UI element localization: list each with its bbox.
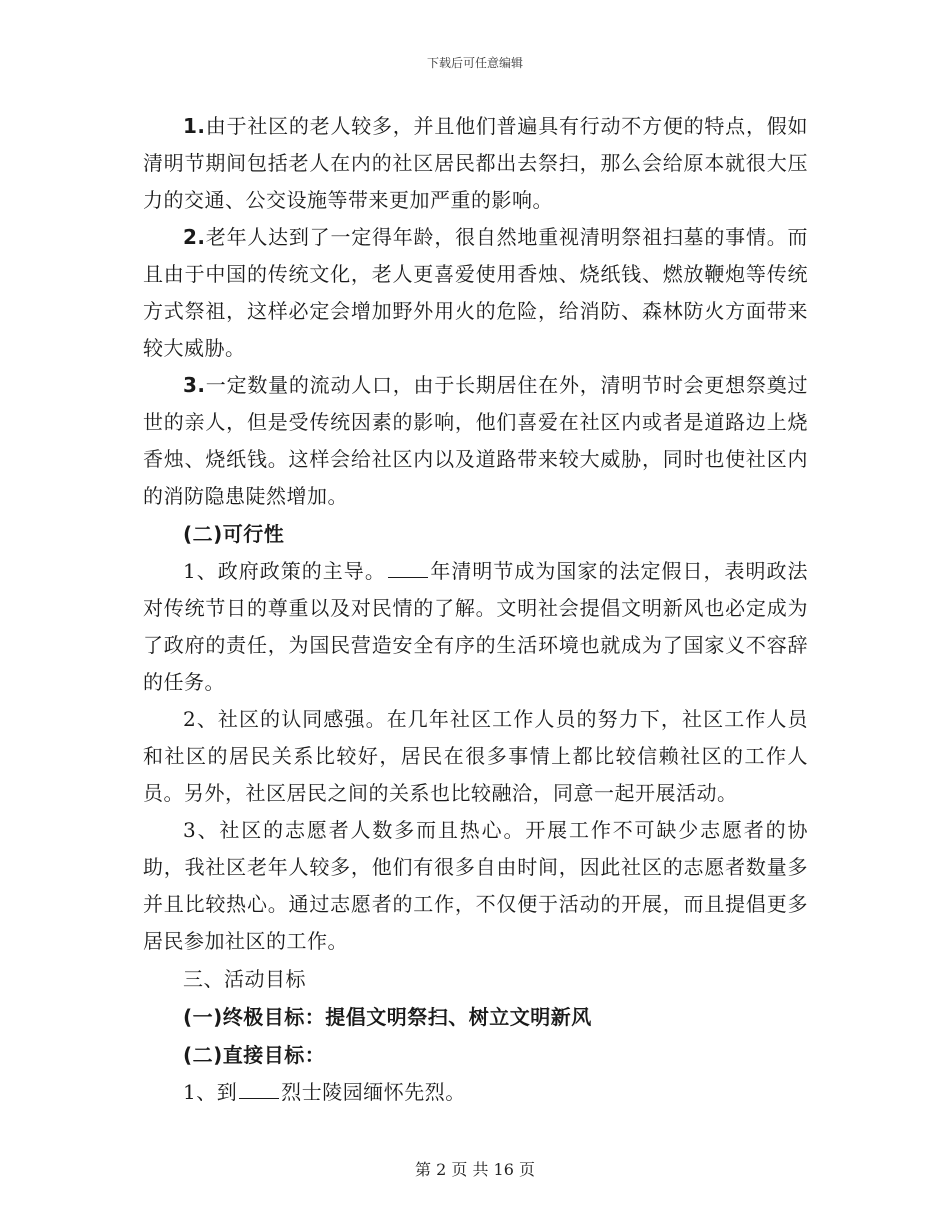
paragraph-lead: 、到 [196, 1080, 238, 1104]
paragraph-reason-3 [143, 367, 808, 515]
page-header: 下载后可任意编辑 [426, 56, 523, 70]
item-number: 2 [183, 707, 197, 731]
paragraph-text: 由于社区的老人较多，并且他们普遍具有行动不方便的特点，假如清明节期间包括老人在内的社区居民都出去祭扫，那么会给原本就很大压力的交通、公交设施等带来更加严重的影响。 [143, 114, 808, 212]
paragraph-feasibility-2 [143, 701, 808, 812]
paragraph-reason-1 [143, 108, 808, 219]
section-heading-ultimate-goal: (一)终极目标：提倡文明祭扫、树立文明新风 [183, 1005, 592, 1029]
item-number: 1. [183, 114, 206, 138]
item-number: 1 [183, 1080, 197, 1104]
paragraph-feasibility-1 [143, 553, 808, 701]
section-heading-direct-goal: (二)直接目标： [183, 1043, 326, 1067]
paragraph-text: 烈士陵园缅怀先烈。 [281, 1080, 466, 1104]
item-number: 2. [183, 225, 206, 249]
paragraph-lead: 、政府政策的主导。 [196, 559, 386, 583]
blank-underline [239, 1080, 279, 1099]
blank-underline [388, 559, 428, 578]
item-number: 1 [183, 559, 197, 583]
paragraph-reason-2 [143, 219, 808, 367]
item-number: 3. [183, 373, 206, 397]
paragraph-text: 老年人达到了一定得年龄，很自然地重视清明祭祖扫墓的事情。而且由于中国的传统文化，老人更喜爱使用香烛、烧纸钱、燃放鞭炮等传统方式祭祖，这样必定会增加野外用火的危险，给消防、森林防火方面带来较大威胁。 [143, 225, 808, 360]
paragraph-text: 、社区的志愿者人数多而且热心。开展工作不可缺少志愿者的协助，我社区老年人较多，他们有很多自由时间，因此社区的志愿者数量多并且比较热心。通过志愿者的工作，不仅便于活动的开展，而且提倡更多居民参加社区的工作。 [143, 818, 808, 953]
paragraph-text: 、社区的认同感强。在几年社区工作人员的努力下，社区工作人员和社区的居民关系比较好，居民在很多事情上都比较信赖社区的工作人员。另外，社区居民之间的关系也比较融洽，同意一起开展活动。 [143, 707, 808, 805]
section-heading-goals: 三、活动目标 [183, 967, 306, 991]
page-footer: 第 2 页 共 16 页 [415, 1160, 535, 1179]
item-number: 3 [183, 818, 197, 842]
paragraph-text: 一定数量的流动人口，由于长期居住在外，清明节时会更想祭奠过世的亲人，但是受传统因素的影响，他们喜爱在社区内或者是道路边上烧香烛、烧纸钱。这样会给社区内以及道路带来较大威胁，同时也使社区内的消防隐患陡然增加。 [143, 373, 808, 508]
section-heading-feasibility: (二)可行性 [183, 522, 285, 546]
paragraph-text: 年清明节成为国家的法定假日，表明政法对传统节日的尊重以及对民情的了解。文明社会提倡文明新风也必定成为了政府的责任，为国民营造安全有序的生活环境也就成为了国家义不容辞的任务。 [143, 559, 809, 694]
document-body [143, 108, 808, 1111]
paragraph-feasibility-3 [143, 812, 808, 960]
paragraph-direct-goal-1 [143, 1074, 808, 1111]
